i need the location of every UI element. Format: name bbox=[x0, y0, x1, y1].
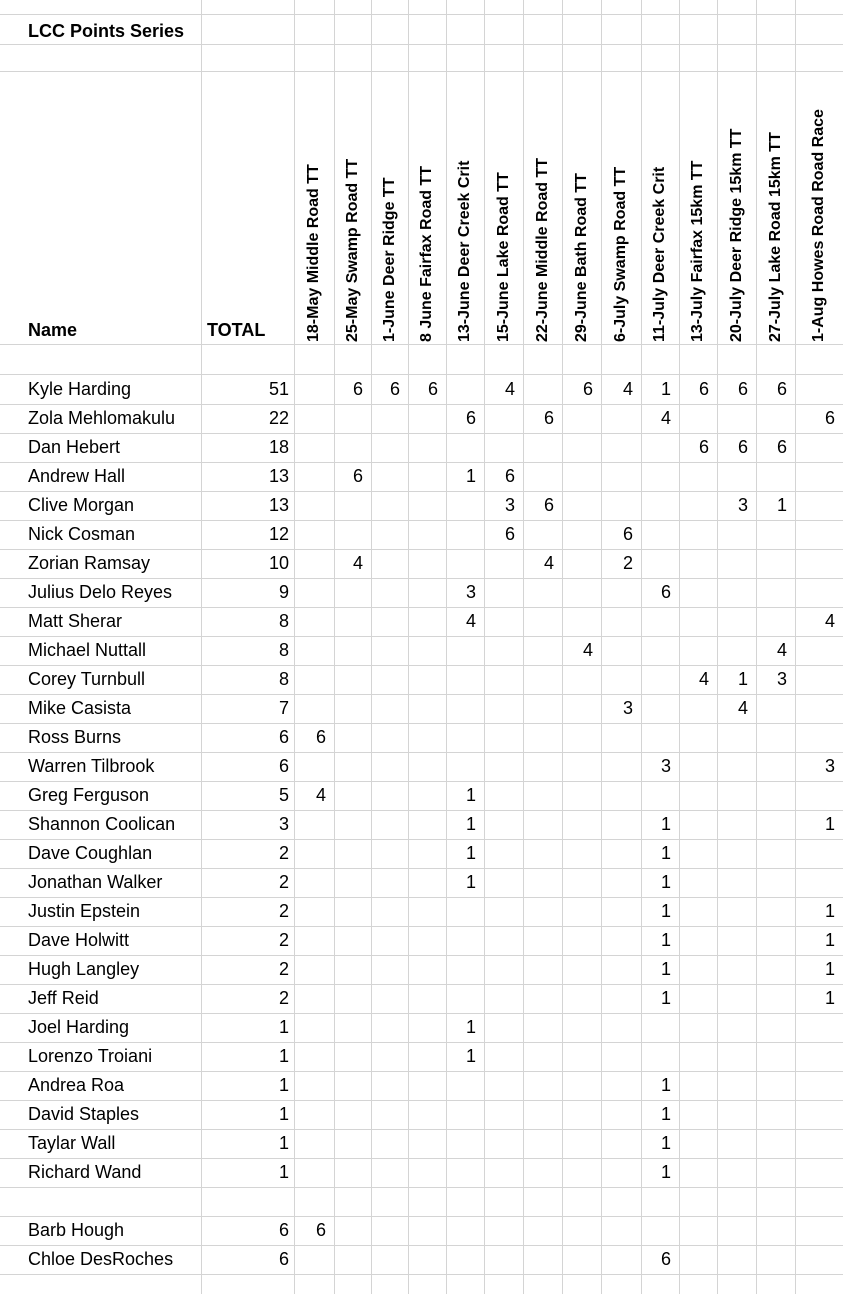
rider-name[interactable]: Justin Epstein bbox=[28, 901, 141, 921]
rider-name[interactable]: Michael Nuttall bbox=[28, 640, 147, 660]
rider-total[interactable]: 8 bbox=[278, 669, 289, 689]
points-cell[interactable]: 1 bbox=[465, 785, 476, 805]
race-header[interactable]: 22-June Middle Road TT bbox=[533, 157, 551, 342]
rider-total[interactable]: 1 bbox=[278, 1133, 289, 1153]
points-cell[interactable]: 6 bbox=[698, 379, 709, 399]
points-cell[interactable]: 6 bbox=[582, 379, 593, 399]
row-gridline bbox=[0, 71, 843, 72]
points-cell[interactable]: 6 bbox=[660, 1249, 671, 1269]
rider-name[interactable]: Richard Wand bbox=[28, 1162, 142, 1182]
points-cell[interactable]: 3 bbox=[660, 756, 671, 776]
rider-name[interactable]: Kyle Harding bbox=[28, 379, 132, 399]
row-gridline bbox=[0, 1187, 843, 1188]
sheet-title[interactable]: LCC Points Series bbox=[28, 21, 185, 41]
points-cell[interactable]: 1 bbox=[660, 988, 671, 1008]
points-cell[interactable]: 3 bbox=[776, 669, 787, 689]
rider-total[interactable]: 5 bbox=[278, 785, 289, 805]
rider-total[interactable]: 2 bbox=[278, 959, 289, 979]
rider-total[interactable]: 6 bbox=[278, 727, 289, 747]
race-header[interactable]: 13-June Deer Creek Crit bbox=[456, 160, 473, 342]
points-cell[interactable]: 1 bbox=[660, 814, 671, 834]
rider-total[interactable]: 51 bbox=[268, 379, 289, 399]
points-cell[interactable]: 4 bbox=[352, 553, 363, 573]
rider-total[interactable]: 18 bbox=[268, 437, 289, 457]
rider-total[interactable]: 6 bbox=[278, 756, 289, 776]
points-cell[interactable]: 1 bbox=[824, 988, 835, 1008]
rider-name[interactable]: Barb Hough bbox=[28, 1220, 125, 1240]
rider-total[interactable]: 12 bbox=[268, 524, 289, 544]
rider-name[interactable]: David Staples bbox=[28, 1104, 140, 1124]
rider-name[interactable]: Jeff Reid bbox=[28, 988, 99, 1008]
points-cell[interactable]: 6 bbox=[504, 524, 515, 544]
rider-name[interactable]: Zola Mehlomakulu bbox=[28, 408, 176, 428]
points-cell[interactable]: 6 bbox=[465, 408, 476, 428]
points-cell[interactable]: 6 bbox=[776, 437, 787, 457]
rider-total[interactable]: 6 bbox=[278, 1249, 289, 1269]
points-cell[interactable]: 1 bbox=[660, 872, 671, 892]
points-cell[interactable]: 6 bbox=[622, 524, 633, 544]
rider-total[interactable]: 10 bbox=[268, 553, 289, 573]
rider-total[interactable]: 8 bbox=[278, 640, 289, 660]
name-header[interactable]: Name bbox=[28, 320, 78, 340]
points-cell[interactable]: 1 bbox=[824, 930, 835, 950]
race-header[interactable]: 1-June Deer Ridge TT bbox=[380, 177, 398, 342]
points-cell[interactable]: 3 bbox=[824, 756, 835, 776]
points-cell[interactable]: 4 bbox=[504, 379, 515, 399]
race-header[interactable]: 29-June Bath Road TT bbox=[572, 173, 590, 342]
rider-name[interactable]: Greg Ferguson bbox=[28, 785, 150, 805]
rider-total[interactable]: 1 bbox=[278, 1104, 289, 1124]
points-cell[interactable]: 2 bbox=[622, 553, 633, 573]
points-cell[interactable]: 1 bbox=[660, 959, 671, 979]
points-cell[interactable]: 1 bbox=[737, 669, 748, 689]
row-gridline bbox=[0, 607, 843, 608]
race-header[interactable]: 11-July Deer Creek Crit bbox=[651, 166, 668, 342]
rider-name[interactable]: Joel Harding bbox=[28, 1017, 130, 1037]
rider-name[interactable]: Matt Sherar bbox=[28, 611, 123, 631]
rider-name[interactable]: Lorenzo Troiani bbox=[28, 1046, 153, 1066]
rider-name[interactable]: Clive Morgan bbox=[28, 495, 135, 515]
rider-total[interactable]: 2 bbox=[278, 930, 289, 950]
points-cell[interactable]: 6 bbox=[352, 379, 363, 399]
rider-name[interactable]: Dave Coughlan bbox=[28, 843, 153, 863]
rider-total[interactable]: 1 bbox=[278, 1046, 289, 1066]
rider-total[interactable]: 7 bbox=[278, 698, 289, 718]
points-cell[interactable]: 3 bbox=[504, 495, 515, 515]
points-cell[interactable]: 1 bbox=[465, 843, 476, 863]
row-gridline bbox=[0, 1129, 843, 1130]
race-header[interactable]: 13-July Fairfax 15km TT bbox=[689, 160, 706, 342]
rider-total[interactable]: 2 bbox=[278, 988, 289, 1008]
rider-total[interactable]: 1 bbox=[278, 1075, 289, 1095]
points-cell[interactable]: 4 bbox=[622, 379, 633, 399]
row-gridline bbox=[0, 723, 843, 724]
rider-name[interactable]: Dave Holwitt bbox=[28, 930, 130, 950]
row-gridline bbox=[0, 462, 843, 463]
points-cell[interactable]: 1 bbox=[660, 379, 671, 399]
rider-total[interactable]: 2 bbox=[278, 843, 289, 863]
rider-total[interactable]: 2 bbox=[278, 872, 289, 892]
points-cell[interactable]: 1 bbox=[465, 1046, 476, 1066]
row-gridline bbox=[0, 984, 843, 985]
points-cell[interactable]: 6 bbox=[737, 437, 748, 457]
points-cell[interactable]: 4 bbox=[660, 408, 671, 428]
points-cell[interactable]: 1 bbox=[824, 901, 835, 921]
rider-name[interactable]: Julius Delo Reyes bbox=[28, 582, 173, 602]
points-cell[interactable]: 4 bbox=[315, 785, 326, 805]
rider-name[interactable]: Hugh Langley bbox=[28, 959, 140, 979]
points-cell[interactable]: 4 bbox=[582, 640, 593, 660]
points-cell[interactable]: 6 bbox=[352, 466, 363, 486]
rider-total[interactable]: 2 bbox=[278, 901, 289, 921]
points-cell[interactable]: 4 bbox=[698, 669, 709, 689]
total-header[interactable]: TOTAL bbox=[207, 320, 266, 340]
points-cell[interactable]: 6 bbox=[543, 408, 554, 428]
rider-total[interactable]: 13 bbox=[268, 495, 289, 515]
points-cell[interactable]: 6 bbox=[315, 1220, 326, 1240]
rider-name[interactable]: Nick Cosman bbox=[28, 524, 136, 544]
points-cell[interactable]: 1 bbox=[465, 1017, 476, 1037]
points-cell[interactable]: 6 bbox=[737, 379, 748, 399]
points-cell[interactable]: 1 bbox=[465, 872, 476, 892]
points-cell[interactable]: 6 bbox=[776, 379, 787, 399]
race-header[interactable]: 15-June Lake Road TT bbox=[494, 172, 512, 342]
rider-name[interactable]: Warren Tilbrook bbox=[28, 756, 155, 776]
points-cell[interactable]: 3 bbox=[737, 495, 748, 515]
race-header[interactable]: 25-May Swamp Road TT bbox=[343, 158, 361, 342]
points-cell[interactable]: 1 bbox=[465, 814, 476, 834]
rider-name[interactable]: Andrew Hall bbox=[28, 466, 126, 486]
rider-total[interactable]: 1 bbox=[278, 1017, 289, 1037]
rider-total[interactable]: 9 bbox=[278, 582, 289, 602]
rider-total[interactable]: 22 bbox=[268, 408, 289, 428]
race-header[interactable]: 18-May Middle Road TT bbox=[305, 164, 322, 342]
rider-name[interactable]: Corey Turnbull bbox=[28, 669, 146, 689]
race-header[interactable]: 1-Aug Howes Road Road Race bbox=[810, 109, 827, 342]
rider-total[interactable]: 13 bbox=[268, 466, 289, 486]
points-cell[interactable]: 1 bbox=[660, 1133, 671, 1153]
points-cell[interactable]: 1 bbox=[465, 466, 476, 486]
points-cell[interactable]: 4 bbox=[824, 611, 835, 631]
points-cell[interactable]: 3 bbox=[622, 698, 633, 718]
rider-name[interactable]: Dan Hebert bbox=[28, 437, 121, 457]
row-gridline bbox=[0, 14, 843, 15]
points-cell[interactable]: 6 bbox=[427, 379, 438, 399]
points-cell[interactable]: 6 bbox=[543, 495, 554, 515]
points-cell[interactable]: 1 bbox=[824, 814, 835, 834]
row-gridline bbox=[0, 344, 843, 345]
row-gridline bbox=[0, 1274, 843, 1275]
rider-name[interactable]: Zorian Ramsay bbox=[28, 553, 151, 573]
rider-name[interactable]: Jonathan Walker bbox=[28, 872, 163, 892]
points-cell[interactable]: 1 bbox=[660, 843, 671, 863]
points-cell[interactable]: 6 bbox=[315, 727, 326, 747]
rider-total[interactable]: 8 bbox=[278, 611, 289, 631]
points-cell[interactable]: 4 bbox=[776, 640, 787, 660]
race-header[interactable]: 8 June Fairfax Road TT bbox=[418, 165, 435, 342]
rider-name[interactable]: Chloe DesRoches bbox=[28, 1249, 174, 1269]
points-cell[interactable]: 6 bbox=[389, 379, 400, 399]
race-header[interactable]: 6-July Swamp Road TT bbox=[612, 166, 629, 342]
points-cell[interactable]: 4 bbox=[737, 698, 748, 718]
row-gridline bbox=[0, 1071, 843, 1072]
points-cell[interactable]: 6 bbox=[660, 582, 671, 602]
rider-total[interactable]: 6 bbox=[278, 1220, 289, 1240]
rider-name[interactable]: Shannon Coolican bbox=[28, 814, 176, 834]
race-header[interactable]: 20-July Deer Ridge 15km TT bbox=[727, 128, 745, 342]
rider-name[interactable]: Ross Burns bbox=[28, 727, 122, 747]
rider-total[interactable]: 3 bbox=[278, 814, 289, 834]
row-gridline bbox=[0, 1216, 843, 1217]
points-cell[interactable]: 4 bbox=[465, 611, 476, 631]
points-cell[interactable]: 1 bbox=[824, 959, 835, 979]
points-cell[interactable]: 1 bbox=[660, 901, 671, 921]
points-cell[interactable]: 1 bbox=[660, 930, 671, 950]
points-cell[interactable]: 1 bbox=[660, 1162, 671, 1182]
rider-total[interactable]: 1 bbox=[278, 1162, 289, 1182]
points-cell[interactable]: 1 bbox=[660, 1104, 671, 1124]
points-cell[interactable]: 6 bbox=[698, 437, 709, 457]
points-cell[interactable]: 3 bbox=[465, 582, 476, 602]
rider-name[interactable]: Andrea Roa bbox=[28, 1075, 125, 1095]
points-cell[interactable]: 6 bbox=[824, 408, 835, 428]
points-cell[interactable]: 4 bbox=[543, 553, 554, 573]
points-cell[interactable]: 1 bbox=[776, 495, 787, 515]
rider-name[interactable]: Mike Casista bbox=[28, 698, 132, 718]
points-cell[interactable]: 1 bbox=[660, 1075, 671, 1095]
race-header[interactable]: 27-July Lake Road 15km TT bbox=[766, 132, 784, 342]
points-cell[interactable]: 6 bbox=[504, 466, 515, 486]
rider-name[interactable]: Taylar Wall bbox=[28, 1133, 116, 1153]
